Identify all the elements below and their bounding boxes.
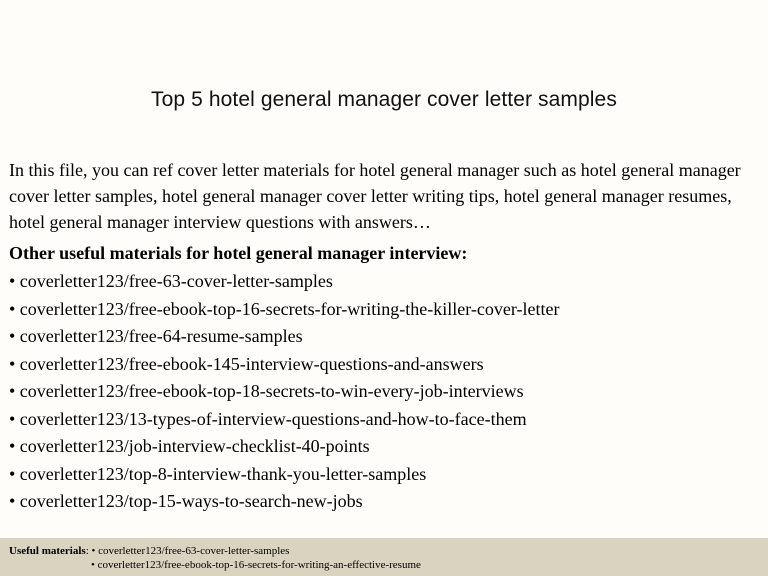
materials-item: • coverletter123/free-64-resume-samples — [9, 326, 303, 346]
footer-label-colon: : — [85, 545, 92, 557]
footer-item: • coverletter123/free-ebook-top-16-secrets-for-writing-an-effective-resume — [91, 559, 421, 571]
materials-heading: Other useful materials for hotel general manager interview: — [9, 243, 468, 263]
materials-item: • coverletter123/top-15-ways-to-search-new-jobs — [9, 491, 363, 511]
footer-label: Useful materials — [9, 545, 86, 557]
footer-band — [0, 538, 768, 576]
materials-item: • coverletter123/job-interview-checklist-40-points — [9, 436, 370, 456]
page-title: Top 5 hotel general manager cover letter samples — [151, 88, 617, 111]
materials-item: • coverletter123/top-8-interview-thank-you-letter-samples — [9, 463, 427, 484]
materials-list — [9, 270, 559, 518]
materials-item: • coverletter123/free-ebook-145-interview-questions-and-answers — [9, 353, 484, 374]
materials-item: • coverletter123/free-63-cover-letter-samples — [9, 271, 333, 291]
intro-paragraph: In this file, you can ref cover letter materials for hotel general manager such as hotel general manager cover letter samples, hotel general manager cover letter writing tips, hotel general manager resumes, hotel general manager interview questions with answers… — [9, 160, 741, 232]
footer-row — [9, 545, 289, 558]
materials-item: • coverletter123/free-ebook-top-16-secrets-for-writing-the-killer-cover-letter — [9, 298, 560, 319]
materials-item: • coverletter123/free-ebook-top-18-secrets-to-win-every-job-interviews — [9, 381, 524, 401]
footer-item: • coverletter123/free-63-cover-letter-samples — [91, 545, 290, 557]
materials-item: • coverletter123/13-types-of-interview-questions-and-how-to-face-them — [9, 408, 527, 429]
footer-row — [91, 559, 421, 572]
